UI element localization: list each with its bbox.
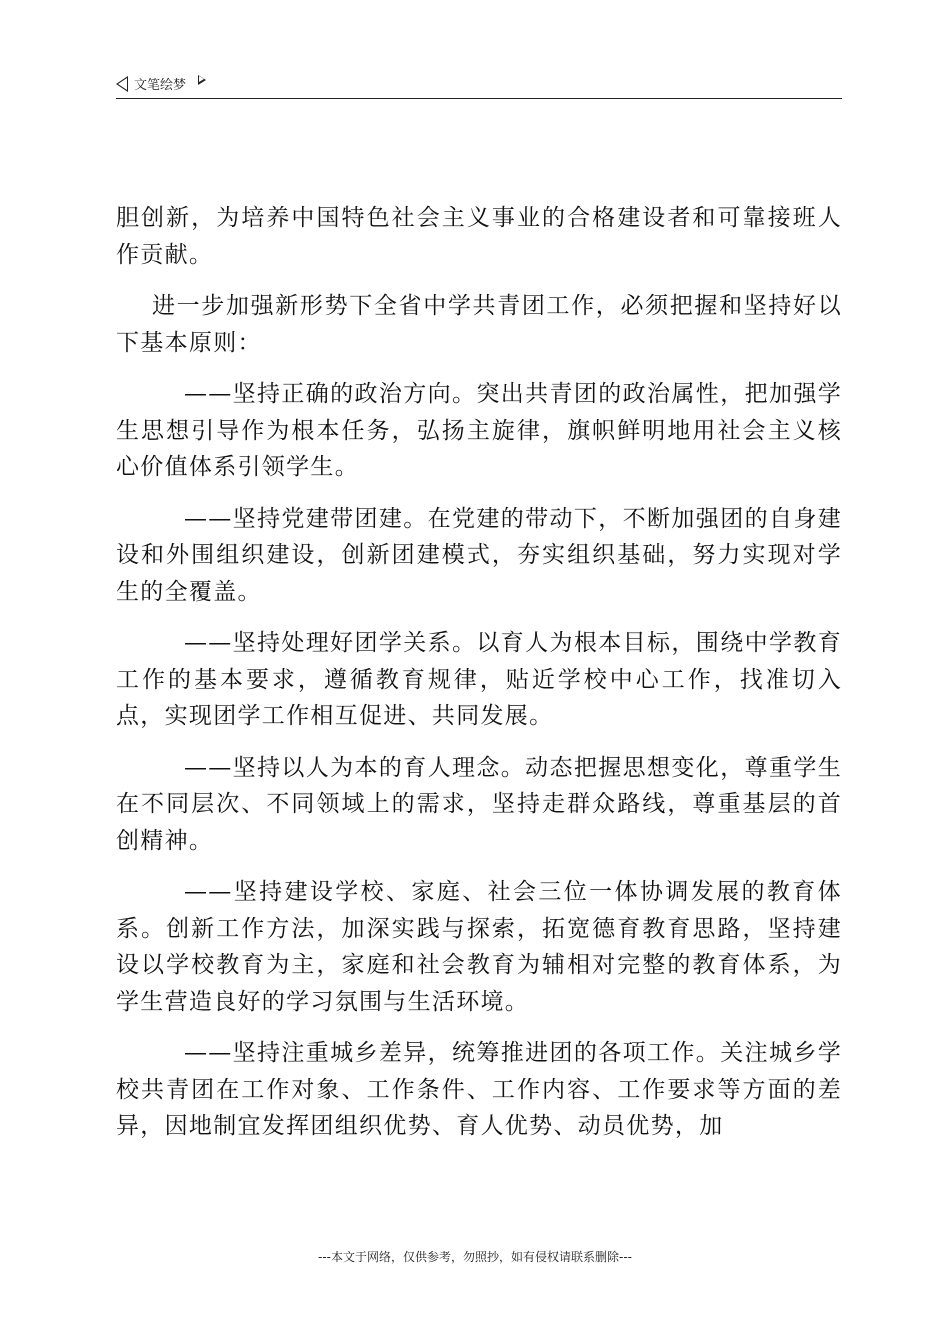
page-footer: ---本文于网络，仅供参考，勿照抄，如有侵权请联系删除---: [318, 1250, 632, 1264]
triangle-left-icon: [116, 76, 128, 92]
triangle-right-icon: [198, 75, 206, 85]
page-header: [116, 72, 842, 99]
paragraph-principle-league-school: ——坚持处理好团学关系。以育人为根本目标，围绕中学教育工作的基本要求，遵循教育规律，贴近学校中心工作，找准切入点，实现团学工作相互促进、共同发展。: [116, 630, 842, 729]
header-brand: [116, 74, 206, 93]
paragraph-principle-people-oriented: ——坚持以人为本的育人理念。动态把握思想变化，尊重学生在不同层次、不同领域上的需求，坚持走群众路线，尊重基层的首创精神。: [116, 754, 842, 854]
paragraph-continuation: 胆创新，为培养中国特色社会主义事业的合格建设者和可靠接班人作贡献。: [116, 205, 842, 268]
paragraph-principle-party-building: ——坚持党建带团建。在党建的带动下，不断加强团的自身建设和外围组织建设，创新团建模式，夯实组织基础，努力实现对学生的全覆盖。: [116, 505, 842, 605]
paragraph-principle-political: ——坚持正确的政治方向。突出共青团的政治属性，把加强学生思想引导作为根本任务，弘扬主旋律，旗帜鲜明地用社会主义核心价值体系引领学生。: [116, 381, 842, 480]
document-body: [116, 200, 842, 1160]
paragraph-principles-intro: 进一步加强新形势下全省中学共青团工作，必须把握和坚持好以下基本原则：: [116, 293, 842, 356]
brand-name: 文笔绘梦: [134, 78, 187, 93]
paragraph-principle-education-system: ——坚持建设学校、家庭、社会三位一体协调发展的教育体系。创新工作方法，加深实践与探索，拓宽德育教育思路，坚持建设以学校教育为主，家庭和社会教育为辅相对完整的教育体系，为学生营造良好的学习氛围与生活环境。: [116, 879, 842, 1015]
paragraph-principle-urban-rural: ——坚持注重城乡差异，统筹推进团的各项工作。关注城乡学校共青团在工作对象、工作条件、工作内容、工作要求等方面的差异，因地制宜发挥团组织优势、育人优势、动员优势，加: [116, 1040, 842, 1139]
